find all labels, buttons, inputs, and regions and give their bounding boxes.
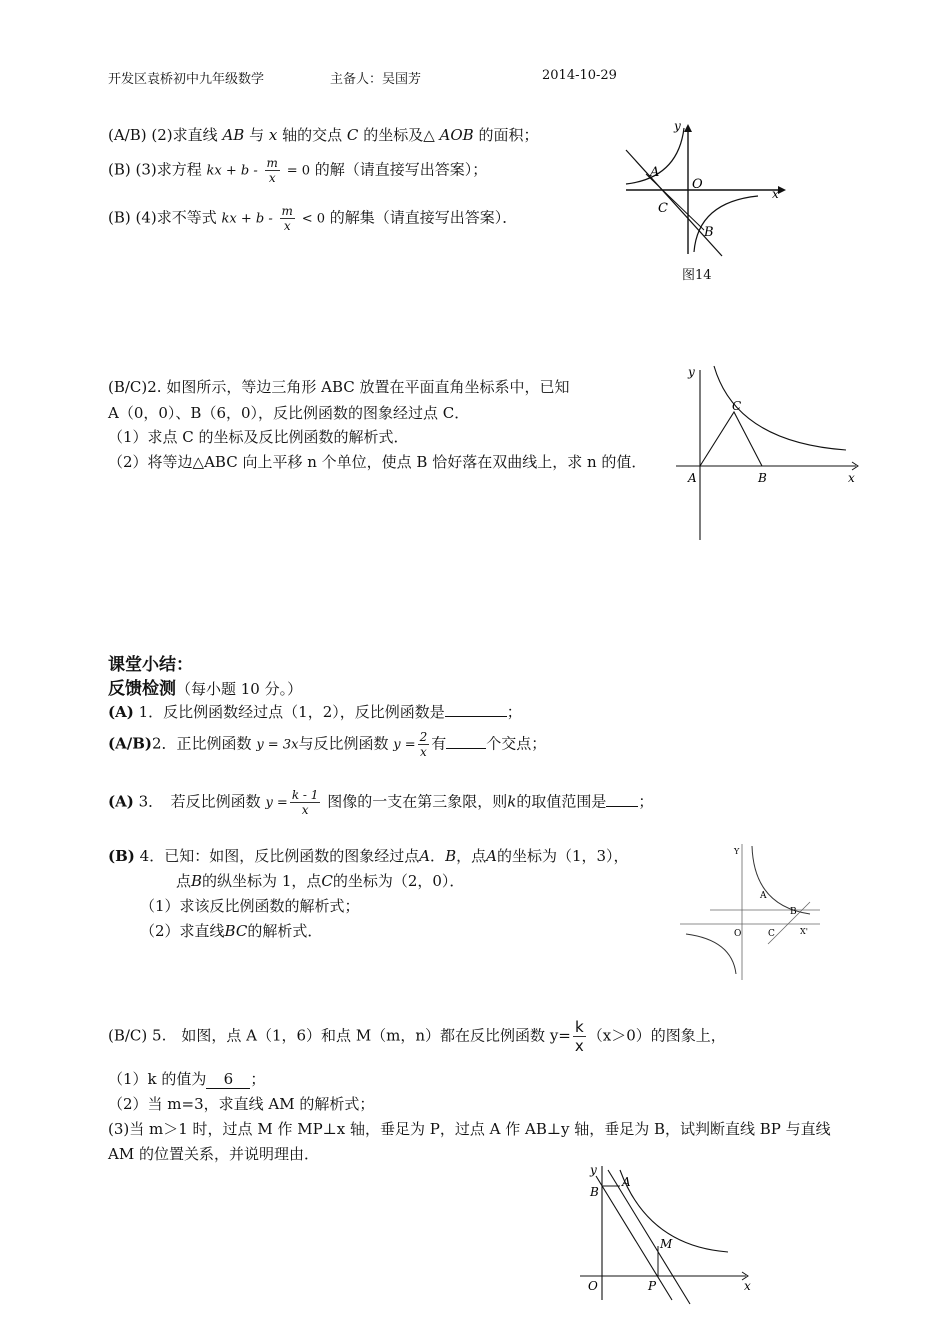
- fb-q5-line4: (3)当 m＞1 时，过点 M 作 MP⊥x 轴，垂足为 P，过点 A 作 AB⊥y 轴，垂足为 B，试判断直线 BP 与直线: [108, 1120, 831, 1138]
- q1-p3-text: (3)求方程: [135, 160, 202, 179]
- fb-q3-tag: (A): [108, 792, 134, 811]
- fb-q4-line1b: ，点: [456, 847, 487, 865]
- fig14-y-arrow: [684, 124, 692, 132]
- q1-p2-tag: (A/B): [108, 126, 147, 144]
- q1-p4-text: (4)求不等式: [135, 208, 217, 227]
- fb-q4-line1c: 的坐标为（1，3），: [496, 847, 629, 865]
- q1-p2-mid: 与: [249, 126, 265, 144]
- fb-q5-den: x: [574, 1037, 584, 1055]
- fb-q4-line2b: 的纵坐标为 1，点: [202, 872, 322, 890]
- fb-q4-fig-label-a: A: [760, 891, 767, 901]
- fb-q5-fig-label-m: M: [660, 1237, 673, 1251]
- q1-p2-c: C: [346, 126, 359, 144]
- fig14-line-ab: [626, 150, 722, 256]
- q1-p3-tag: (B): [108, 160, 131, 179]
- q1-p4-end: 的解集（请直接写出答案）．: [329, 208, 518, 227]
- fb-q2-mid: 与反比例函数: [298, 734, 389, 753]
- fb-q4-a: A: [419, 847, 431, 865]
- fb-q4-a2: A: [486, 847, 497, 865]
- fb-q4-fig-hyperbola-upper: [752, 846, 810, 914]
- fb-q2-end: 个交点；: [486, 734, 547, 753]
- feedback-title: 反馈检测: [108, 679, 176, 699]
- q2-line1: [108, 376, 570, 397]
- q1-p3-eq: = 0: [286, 163, 311, 179]
- q2-figure: [676, 362, 866, 544]
- fb-q4-line4a: （2）求直线: [140, 922, 225, 940]
- fb-q4-fig-label-x: X': [800, 927, 808, 936]
- header-preparer: 主备人：吴国芳: [330, 72, 422, 87]
- fb-q2-tag: (A/B): [108, 734, 152, 753]
- fb-q5-line2: [108, 1068, 265, 1089]
- fb-q4-bc: BC: [224, 922, 248, 940]
- q1-p4-den: x: [283, 219, 291, 233]
- fb-q3: [108, 788, 653, 817]
- fb-q5-text: 5. 如图，点 A（1，6）和点 M（m，n）都在反比例函数 y=: [152, 1026, 571, 1045]
- fb-q5-fig-label-o: O: [588, 1279, 598, 1293]
- fig14-label-b: B: [704, 225, 714, 240]
- fb-q4-dot: ．: [430, 847, 446, 865]
- fb-q5-fig-label-y: y: [590, 1163, 597, 1177]
- fb-q4-line3: （1）求该反比例函数的解析式；: [140, 897, 360, 915]
- q2-fig-label-b: B: [758, 471, 767, 485]
- q2-line2: A（0，0）、B（6，0），反比例函数的图象经过点 C．: [108, 404, 470, 422]
- q1-p4-num: m: [281, 204, 293, 218]
- fb-q2-expr: y = 3x: [256, 737, 299, 753]
- header-school: 开发区袁桥初中九年级数学: [108, 72, 265, 87]
- q2-line1-text: 如图所示，等边三角形 ABC 放置在平面直角坐标系中，已知: [166, 378, 570, 396]
- fb-q2: [108, 730, 546, 759]
- fb-q2-have: 有: [431, 734, 447, 753]
- fb-q4-figure: [680, 840, 825, 980]
- fig14-caption: 图14: [682, 268, 712, 283]
- fb-q1-end: ；: [506, 703, 522, 721]
- fb-q5-fraction: [573, 1018, 586, 1055]
- fb-q4-line1-text: 4．已知：如图，反比例函数的图象经过点: [139, 847, 420, 865]
- fb-q4-line2: [176, 870, 464, 891]
- fb-q3-blank: [606, 806, 638, 807]
- fb-q1-tag: (A): [108, 703, 134, 721]
- q1-part3: [108, 156, 487, 185]
- q2-line4: （2）将等边△ABC 向上平移 n 个单位，使点 B 恰好落在双曲线上，求 n 的值．: [108, 453, 647, 471]
- q1-p3-end: 的解（请直接写出答案）；: [314, 160, 488, 179]
- fb-q3-end: ；: [638, 792, 654, 811]
- fb-q5-line1: [108, 1018, 726, 1055]
- fb-q5-answer: 6: [206, 1070, 250, 1089]
- fb-q5-line2b: ；: [250, 1070, 266, 1088]
- fb-q3-num: k - 1: [291, 788, 319, 802]
- q1-p3-fraction: [265, 156, 280, 185]
- q2-fig-triangle: [700, 412, 762, 466]
- fb-q2-den: x: [420, 745, 427, 759]
- fb-q4-line4: [140, 920, 322, 941]
- q1-p3-den: x: [268, 171, 276, 185]
- q1-p4-tag: (B): [108, 208, 131, 227]
- fb-q4-line1: [108, 845, 629, 866]
- fb-q4-fig-label-c: C: [768, 929, 775, 939]
- q2-tag: (B/C)2.: [108, 378, 162, 396]
- fb-q2-fraction: [418, 730, 430, 759]
- fb-q5-fig-label-p: P: [648, 1279, 657, 1293]
- fb-q5-end: （x＞0）的图象上，: [587, 1026, 726, 1045]
- fb-q4-b: B: [445, 847, 457, 865]
- fig14-x-arrow: [778, 186, 786, 194]
- fb-q5-line3: （2）当 m=3，求直线 AM 的解析式；: [108, 1095, 375, 1113]
- fb-q3-den: x: [301, 803, 309, 817]
- q1-p4-lt: < 0: [301, 211, 326, 227]
- q2-fig-label-y: y: [688, 365, 695, 379]
- fb-q4-fig-label-b: B: [790, 907, 797, 917]
- fig14-label-c: C: [658, 201, 668, 216]
- q1-p2-x: x: [268, 126, 278, 144]
- q1-p2-ab: AB: [222, 126, 245, 144]
- q1-p2-end2: 的面积；: [478, 126, 539, 144]
- summary-title: 课堂小结：: [108, 655, 193, 675]
- fb-q4-tag: (B): [108, 847, 135, 865]
- fb-q5-num: k: [573, 1018, 586, 1037]
- fb-q5-fig-label-a: A: [622, 1175, 631, 1189]
- fb-q4-b2: B: [191, 872, 203, 890]
- q1-p2-aob: AOB: [439, 126, 474, 144]
- fb-q4-fig-label-o: O: [734, 929, 742, 939]
- q2-fig-label-x: x: [848, 471, 855, 485]
- fb-q5-line2a: （1）k 的值为: [108, 1070, 207, 1088]
- fig14-label-y: y: [674, 119, 681, 133]
- fig14-hyperbola-lower: [694, 196, 758, 252]
- q1-p2-end: 的坐标及△: [363, 126, 435, 144]
- fb-q3-mid2: 的取值范围是: [516, 792, 607, 811]
- fb-q5-line5: AM 的位置关系，并说明理由．: [108, 1145, 319, 1163]
- fb-q3-fraction: [290, 788, 321, 817]
- fb-q5-tag: (B/C): [108, 1026, 148, 1045]
- q2-fig-label-c: C: [732, 399, 742, 413]
- fb-q5-fig-label-x: x: [744, 1279, 751, 1293]
- header-date: 2014-10-29: [542, 68, 617, 83]
- fb-q4-c: C: [321, 872, 333, 890]
- q2-line3: （1）求点 C 的坐标及反比例函数的解析式．: [108, 428, 409, 446]
- fb-q5-fig-hyperbola: [620, 1170, 728, 1252]
- figure-14: [618, 118, 788, 288]
- q1-p3-expr: kx + b -: [206, 163, 258, 179]
- q1-p2-mid2: 轴的交点: [282, 126, 343, 144]
- fb-q1-text: 1．反比例函数经过点（1，2），反比例函数是: [138, 703, 445, 721]
- q2-fig-label-a: A: [688, 471, 697, 485]
- q1-part4: [108, 204, 517, 233]
- fb-q3-mid: 图像的一支在第三象限，则: [327, 792, 508, 811]
- fb-q4-line2a: 点: [176, 872, 192, 890]
- fig14-label-a: A: [650, 165, 660, 180]
- fb-q5-figure: [578, 1160, 758, 1308]
- q1-p4-fraction: [280, 204, 295, 233]
- fb-q2-text: 2．正比例函数: [152, 734, 252, 753]
- q1-part2: [108, 124, 538, 145]
- q1-p3-num: m: [266, 156, 278, 170]
- fb-q3-text: 3． 若反比例函数: [138, 792, 261, 811]
- fb-q4-fig-label-y: Y: [734, 847, 740, 856]
- q1-p2-text: (2)求直线: [151, 126, 218, 144]
- fb-q2-blank: [446, 748, 486, 749]
- fb-q5-fig-label-b: B: [590, 1185, 599, 1199]
- fb-q4-fig-hyperbola-lower: [686, 934, 736, 974]
- fb-q1-blank: [445, 716, 507, 717]
- fb-q3-k: k: [507, 792, 517, 811]
- fb-q1: [108, 701, 522, 722]
- fig14-label-o: O: [692, 177, 703, 192]
- fig14-label-x: x: [772, 187, 779, 201]
- fb-q3-y: y =: [265, 795, 288, 811]
- q1-p4-expr: kx + b -: [221, 211, 273, 227]
- fb-q2-num: 2: [419, 730, 428, 744]
- fb-q2-y: y =: [393, 737, 416, 753]
- fb-q4-line2c: 的坐标为（2，0）．: [332, 872, 465, 890]
- feedback-heading: [108, 674, 302, 699]
- fb-q4-line4b: 的解析式．: [247, 922, 323, 940]
- feedback-note: （每小题 10 分。）: [176, 680, 303, 698]
